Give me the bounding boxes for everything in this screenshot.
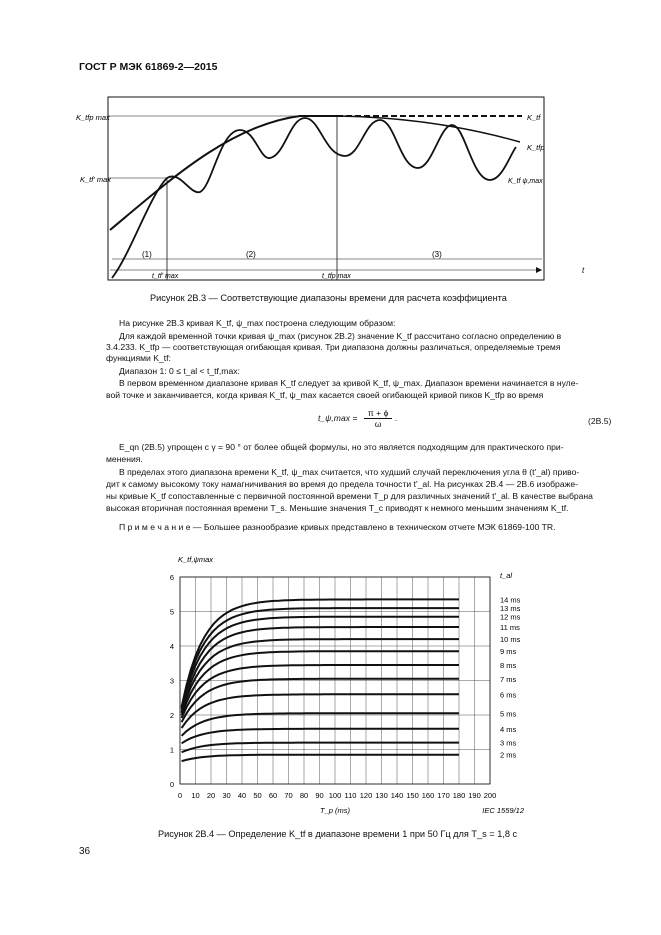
- figure-2b3: [0, 0, 661, 300]
- figure-frame: [108, 97, 544, 280]
- series-label: 2 ms: [500, 750, 517, 760]
- x-tick-label: 140: [390, 791, 404, 800]
- equation: [318, 408, 397, 429]
- text-line: высокая вторичная постоянная времени T_s. Меньшие значения T_c приводят к немного меньшим значениям K_tf.: [106, 503, 569, 513]
- x-tick-label: 60: [268, 791, 278, 800]
- x-tick-label: 160: [421, 791, 435, 800]
- range-1-label: (1): [142, 250, 152, 259]
- series-label: 13 ms: [500, 604, 521, 614]
- source-note: IEC 1559/12: [482, 806, 524, 815]
- series-line: [182, 617, 459, 710]
- figure-2b4-caption: Рисунок 2В.4 — Определение K_tf в диапазоне времени 1 при 50 Гц для T_s = 1,8 с: [158, 829, 518, 839]
- series-line: [182, 743, 459, 753]
- x-tick-label: 190: [468, 791, 481, 800]
- x-tick-label: 150: [406, 791, 419, 800]
- text-line: Для каждой временной точки кривая ψ_max (рисунок 2В.2) значение K_tf рассчитано согласно определению в: [119, 331, 562, 341]
- series-label: 7 ms: [500, 674, 517, 684]
- series-line: [182, 713, 459, 736]
- text-line: В первом временном диапазоне кривая K_tf следует за кривой K_tf, ψ_max. Диапазон времени начинается в нуле-: [119, 378, 579, 388]
- series-line: [182, 651, 459, 715]
- x-tick-label: 40: [237, 791, 247, 800]
- t-tfp-max-label: t_tfp max: [322, 273, 351, 280]
- text-line: вой точке и заканчивается, когда кривая K_tf, ψ_max касается своей огибающей кривой пиков K_tfp во время: [106, 390, 544, 400]
- series-label: 5 ms: [500, 709, 517, 719]
- series-label: 8 ms: [500, 660, 517, 670]
- series-label: 14 ms: [500, 595, 521, 605]
- y-tick-label: 5: [169, 607, 174, 617]
- y-tick-label: 6: [169, 573, 174, 582]
- x-tick-label: 90: [315, 791, 324, 800]
- text-line: В пределах этого диапазона времени K_tf, ψ_max считается, что худший случай переключения угла θ (t'_al) приво-: [119, 467, 580, 477]
- note-line: П р и м е ч а н и е — Большее разнообразие кривых представлено в техническом отчете МЭК 61869-100 TR.: [119, 522, 556, 532]
- series-label: 11 ms: [500, 623, 520, 633]
- x-tick-label: 110: [344, 791, 357, 800]
- series-line: [182, 694, 459, 728]
- x-tick-label: 80: [299, 791, 309, 800]
- series-label: 10 ms: [500, 635, 521, 645]
- text-line: На рисунке 2В.3 кривая K_tf, ψ_max построена следующим образом:: [119, 318, 396, 328]
- ktfp-label: K_tfp: [527, 143, 545, 152]
- y-tick-label: 1: [169, 745, 174, 755]
- equation-numerator: π + ϕ: [364, 408, 393, 419]
- text-line: функциями K_tf:: [106, 353, 171, 363]
- series-line: [182, 665, 459, 718]
- series-label: 12 ms: [500, 612, 521, 622]
- y-tick-label: 4: [169, 642, 174, 651]
- ktfp-max-label: K_tfp max: [76, 113, 110, 122]
- y-tick-label: 2: [169, 711, 174, 720]
- ktfp-decay-curve: [337, 116, 520, 142]
- equation-lhs: t_ψ,max =: [318, 412, 358, 423]
- text-line: дит к самому высокому току намагничивания во время до предела точности t'_al. На рисунках 2В.4 — 2В.6 изображе-: [106, 479, 578, 489]
- text-line: 3.4.233. K_tfp — соответствующая огибающая кривая. Три диапазона должны различаться, определяемые тремя: [106, 342, 561, 352]
- range-2-label: (2): [246, 250, 256, 259]
- ktf-psi-label: K_tf ψ,max: [508, 178, 543, 185]
- x-tick-label: 130: [375, 791, 388, 800]
- series-label: 4 ms: [500, 724, 517, 734]
- x-tick-label: 30: [222, 791, 231, 800]
- equation-denominator: ω: [374, 419, 382, 429]
- y-axis-label: K_tf,ψmax: [178, 555, 214, 564]
- ktf-max-label: K_tf' max: [80, 175, 112, 184]
- t-axis-label: t: [582, 266, 585, 275]
- x-tick-label: 200: [483, 791, 497, 800]
- t-tf-max-label: t_tf' max: [152, 273, 179, 280]
- equation-number: (2В.5): [588, 416, 612, 426]
- y-tick-label: 0: [169, 780, 174, 789]
- series-title-label: t_al: [500, 571, 513, 580]
- equation-tail: .: [394, 412, 398, 423]
- ktf-label: K_tf: [527, 113, 541, 122]
- figure-2b3-caption: Рисунок 2В.3 — Соответствующие диапазоны времени для расчета коэффициента: [150, 293, 507, 303]
- x-tick-label: 10: [191, 791, 200, 800]
- y-tick-label: 3: [169, 676, 174, 686]
- text-line: Диапазон 1: 0 ≤ t_al < t_tf,max:: [119, 366, 240, 376]
- document-header: ГОСТ Р МЭК 61869-2—2015: [79, 61, 218, 73]
- x-tick-label: 0: [177, 791, 183, 800]
- series-label: 6 ms: [500, 690, 517, 700]
- series-label: 3 ms: [500, 738, 517, 748]
- series-line: [182, 599, 459, 707]
- x-tick-label: 50: [253, 791, 262, 800]
- x-tick-label: 100: [328, 791, 342, 800]
- text-line: менения.: [106, 454, 143, 464]
- series-line: [182, 608, 459, 708]
- x-tick-label: 20: [206, 791, 216, 800]
- series-line: [182, 639, 459, 713]
- page-number: 36: [79, 846, 91, 857]
- ktf-envelope-curve: [110, 116, 337, 230]
- range-3-label: (3): [432, 250, 442, 259]
- series-label: 9 ms: [500, 647, 517, 657]
- x-tick-label: 170: [437, 791, 450, 800]
- ktf-psi-curve: [112, 118, 516, 278]
- text-line: E_qn (2В.5) упрощен с γ = 90 ° от более общей формулы, но это является подходящим для практического при-: [119, 442, 564, 452]
- series-line: [182, 755, 459, 761]
- x-tick-label: 70: [284, 791, 293, 800]
- x-tick-label: 180: [452, 791, 466, 800]
- x-tick-label: 120: [359, 791, 373, 800]
- text-line: ны кривые K_tf сопоставленные с первичной постоянной времени T_p для различных значений t'_al. В качестве выбрана: [106, 491, 593, 501]
- series-line: [182, 729, 459, 744]
- x-axis-label: T_p (ms): [320, 806, 350, 815]
- figure-2b4-chart: [0, 540, 661, 825]
